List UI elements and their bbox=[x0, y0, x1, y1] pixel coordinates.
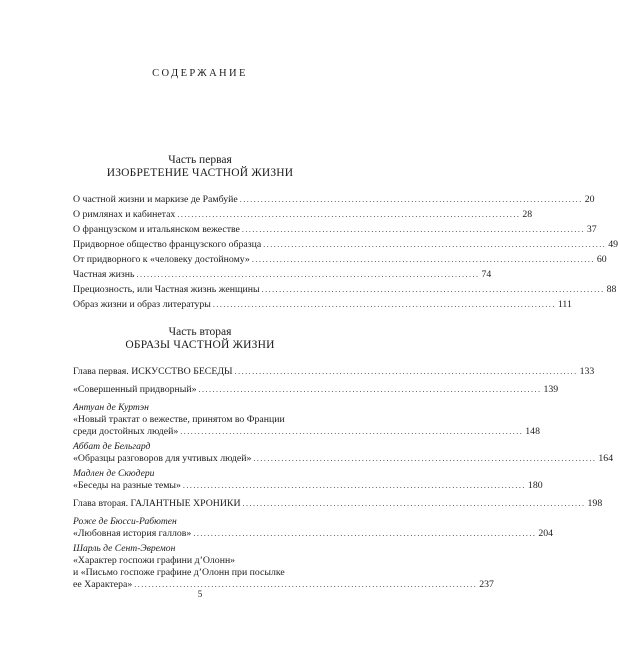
toc-entry[interactable] bbox=[73, 299, 572, 311]
toc-entry-title-line: «Характер госпожи графини д’Олонн» bbox=[73, 555, 236, 566]
toc-entry-page: 180 bbox=[527, 480, 543, 491]
toc-entry-page: 60 bbox=[596, 254, 607, 265]
toc-entry[interactable] bbox=[73, 254, 607, 266]
toc-entry-page: 74 bbox=[481, 269, 492, 280]
toc-entry-title: О частной жизни и маркизе де Рамбуйе bbox=[73, 194, 238, 205]
toc-entry[interactable] bbox=[73, 239, 618, 251]
toc-chapter[interactable] bbox=[73, 498, 603, 510]
leader-dots: .................................................................................................. bbox=[182, 481, 526, 490]
toc-entry-title: Прециозность, или Частная жизнь женщины bbox=[73, 284, 260, 295]
leader-dots: .................................................................................................. bbox=[251, 255, 595, 264]
toc-entry[interactable] bbox=[73, 284, 617, 296]
toc-entry[interactable] bbox=[73, 209, 533, 221]
toc-entry-page: 139 bbox=[543, 384, 559, 395]
leader-dots: .................................................................................................. bbox=[193, 529, 537, 538]
leader-dots: .................................................................................................. bbox=[242, 499, 586, 508]
toc-entry-title: «Совершенный придворный» bbox=[73, 384, 197, 395]
toc-entry-page: 49 bbox=[608, 239, 618, 250]
toc-entry-title: «Беседы на разные темы» bbox=[73, 480, 181, 491]
chapter-title: Глава вторая. ГАЛАНТНЫЕ ХРОНИКИ bbox=[73, 498, 241, 509]
toc-entry-page: 37 bbox=[586, 224, 597, 235]
toc-entry-title: Частная жизнь bbox=[73, 269, 135, 280]
chapter-title: Глава первая. ИСКУССТВО БЕСЕДЫ bbox=[73, 366, 233, 377]
toc-entry-title: О французском и итальянском вежестве bbox=[73, 224, 240, 235]
part-two-heading bbox=[0, 326, 400, 352]
toc-entry-title: «Образцы разговоров для учтивых людей» bbox=[73, 453, 252, 464]
toc-entry[interactable] bbox=[73, 224, 597, 236]
toc-entry-title-line: «Новый трактат о вежестве, принятом во Франции bbox=[73, 414, 285, 425]
leader-dots: .................................................................................................. bbox=[261, 285, 605, 294]
toc-entry[interactable] bbox=[73, 453, 614, 465]
toc-entry-page: 111 bbox=[557, 299, 572, 310]
author-name: Мадлен де Скюдери bbox=[73, 468, 155, 479]
page-title: СОДЕРЖАНИЕ bbox=[152, 68, 248, 79]
chapter-page: 198 bbox=[587, 498, 603, 509]
part-two-label: Часть вторая bbox=[168, 326, 232, 338]
author-name: Роже де Бюсси-Рабютен bbox=[73, 516, 177, 527]
toc-entry-title: Образ жизни и образ литературы bbox=[73, 299, 211, 310]
leader-dots: .................................................................................................. bbox=[212, 300, 556, 309]
toc-entry[interactable] bbox=[73, 384, 559, 396]
author-name: Аббат де Бельгард bbox=[73, 441, 151, 452]
toc-entry-title: среди достойных людей» bbox=[73, 426, 179, 437]
toc-entry-title: ее Характера» bbox=[73, 579, 133, 590]
leader-dots: .................................................................................................. bbox=[234, 367, 578, 376]
toc-entry-page: 148 bbox=[525, 426, 540, 437]
page-number: 5 bbox=[197, 589, 203, 599]
toc-entry[interactable] bbox=[73, 528, 554, 540]
toc-entry-title: От придворного к «человеку достойному» bbox=[73, 254, 250, 265]
toc-entry-page: 237 bbox=[479, 579, 494, 590]
leader-dots: .................................................................................................. bbox=[136, 270, 480, 279]
author-name: Шарль де Сент-Эвремон bbox=[73, 543, 176, 554]
toc-entry-title: «Любовная история галлов» bbox=[73, 528, 192, 539]
part-one-label: Часть первая bbox=[168, 154, 232, 166]
leader-dots: .................................................................................................. bbox=[253, 454, 597, 463]
toc-entry-page: 164 bbox=[598, 453, 614, 464]
part-one-heading bbox=[0, 154, 400, 180]
part-two-subtitle: ОБРАЗЫ ЧАСТНОЙ ЖИЗНИ bbox=[125, 339, 275, 351]
leader-dots: .................................................................................................. bbox=[177, 210, 521, 219]
toc-entry[interactable] bbox=[73, 269, 492, 281]
leader-dots: .................................................................................................. bbox=[239, 195, 583, 204]
toc-entry-title: О римлянах и кабинетах bbox=[73, 209, 176, 220]
toc-entry-title: Придворное общество французского образца bbox=[73, 239, 262, 250]
leader-dots: .................................................................................................. bbox=[198, 385, 542, 394]
leader-dots: .................................................................................................. bbox=[263, 240, 607, 249]
chapter-page: 133 bbox=[579, 366, 595, 377]
leader-dots: .................................................................................................. bbox=[134, 580, 478, 589]
part-one-subtitle: ИЗОБРЕТЕНИЕ ЧАСТНОЙ ЖИЗНИ bbox=[106, 167, 294, 179]
toc-entry-page: 20 bbox=[584, 194, 595, 205]
toc-chapter[interactable] bbox=[73, 366, 595, 378]
part-one-toc bbox=[73, 194, 618, 311]
toc-entry-page: 88 bbox=[606, 284, 617, 295]
toc-entry[interactable] bbox=[73, 426, 540, 438]
toc-entry-page: 204 bbox=[538, 528, 554, 539]
toc-entry-title-line: и «Письмо госпоже графине д’Олонн при посылке bbox=[73, 567, 285, 578]
part-two-toc bbox=[73, 366, 614, 591]
toc-entry[interactable] bbox=[73, 194, 595, 206]
toc-entry[interactable] bbox=[73, 480, 543, 492]
leader-dots: .................................................................................................. bbox=[180, 427, 524, 436]
author-name: Антуан де Куртэн bbox=[73, 402, 149, 413]
toc-entry-page: 28 bbox=[522, 209, 533, 220]
leader-dots: .................................................................................................. bbox=[241, 225, 585, 234]
